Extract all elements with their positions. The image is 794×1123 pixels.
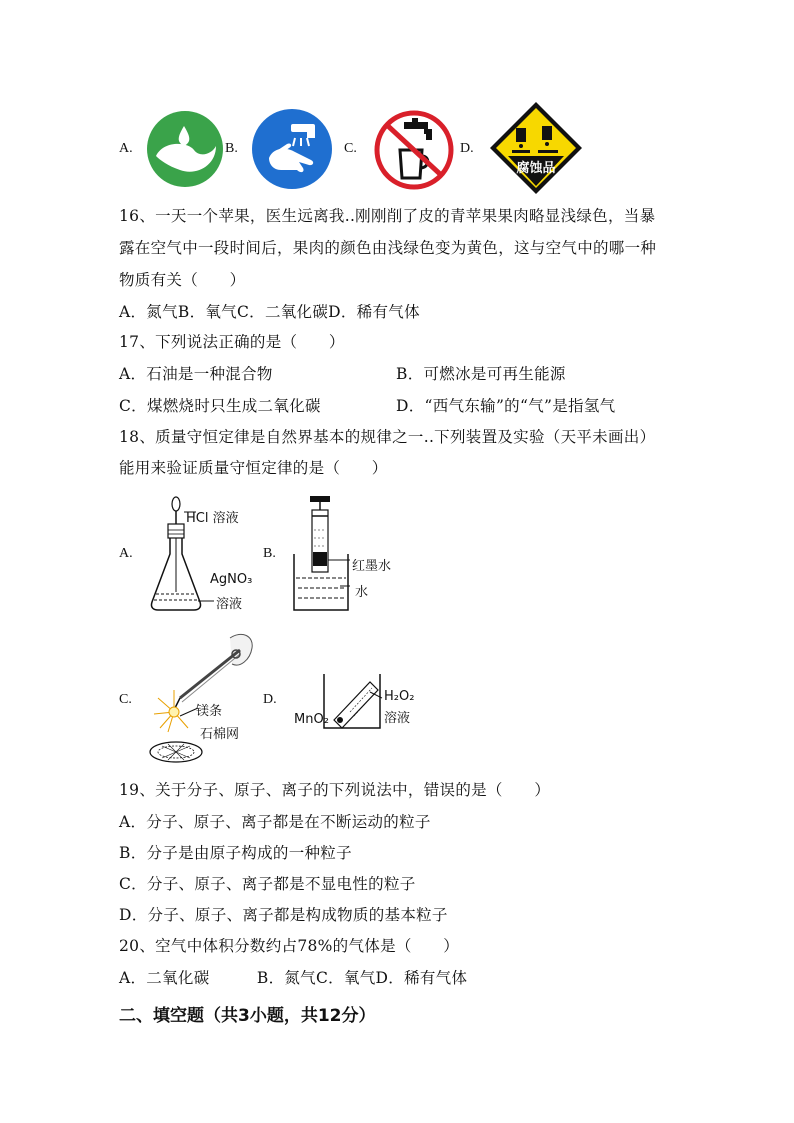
q17-option-c: C．煤燃烧时只生成二氧化碳 bbox=[119, 397, 321, 415]
q19-option-b: B．分子是由原子构成的一种粒子 bbox=[119, 844, 352, 862]
q19-stem: 19、关于分子、原子、离子的下列说法中，错误的是（ ） bbox=[119, 781, 551, 799]
magnesium-burning-diagram bbox=[144, 628, 256, 766]
q16-stem-line1: 16、一天一个苹果，医生远离我..刚刚削了皮的青苹果果肉略显浅绿色，当暴 bbox=[119, 207, 656, 225]
q16-options: A．氮气B．氧气C．二氧化碳D．稀有气体 bbox=[119, 303, 420, 321]
q18-label-d: D. bbox=[263, 692, 277, 707]
corrosive-hazard-icon bbox=[488, 100, 584, 196]
water-saving-icon bbox=[146, 110, 224, 188]
q15-label-b: B. bbox=[225, 141, 238, 156]
q18-a-solution-label: 溶液 bbox=[216, 597, 243, 612]
tilted-test-tube-beaker-diagram bbox=[320, 668, 384, 732]
q18-label-c: C. bbox=[119, 692, 132, 707]
q18-b-water-label: 水 bbox=[355, 585, 369, 600]
q20-options: A．二氧化碳 B．氮气C．氧气D．稀有气体 bbox=[119, 969, 468, 987]
q18-a-hcl-label: HCl 溶液 bbox=[186, 511, 239, 526]
q17-option-a: A．石油是一种混合物 bbox=[119, 365, 273, 383]
wash-hands-icon bbox=[251, 108, 333, 190]
q19-option-d: D．分子、原子、离子都是构成物质的基本粒子 bbox=[119, 906, 448, 924]
q19-option-c: C．分子、原子、离子都是不显电性的粒子 bbox=[119, 875, 416, 893]
q18-d-h2o2-label: H₂O₂ bbox=[384, 689, 415, 704]
q18-d-solution-label: 溶液 bbox=[384, 711, 411, 726]
section-heading: 二、填空题（共3小题，共12分） bbox=[119, 1006, 376, 1026]
q19-option-a: A．分子、原子、离子都是在不断运动的粒子 bbox=[119, 813, 431, 831]
q18-stem-line1: 18、质量守恒定律是自然界基本的规律之一..下列装置及实验（天平未画出） bbox=[119, 428, 656, 446]
q18-b-red-ink-label: 红墨水 bbox=[352, 559, 392, 574]
corrosive-label: 腐蚀品 bbox=[516, 161, 556, 176]
q17-option-d: D．“西气东输”的“气”是指氢气 bbox=[396, 397, 616, 415]
no-drinking-icon bbox=[374, 110, 454, 190]
q18-a-agno3-label: AgNO₃ bbox=[210, 572, 253, 587]
q18-label-a: A. bbox=[119, 546, 133, 561]
q17-option-b: B．可燃冰是可再生能源 bbox=[396, 365, 566, 383]
q16-stem-line3: 物质有关（ ） bbox=[119, 271, 246, 289]
q18-c-mg-label: 镁条 bbox=[196, 704, 223, 719]
q18-c-net-label: 石棉网 bbox=[200, 727, 240, 742]
q20-stem: 20、空气中体积分数约占78%的气体是（ ） bbox=[119, 937, 460, 955]
q15-label-d: D. bbox=[460, 141, 474, 156]
q17-stem: 17、下列说法正确的是（ ） bbox=[119, 333, 345, 351]
q18-label-b: B. bbox=[263, 546, 276, 561]
syringe-beaker-diagram bbox=[290, 494, 352, 616]
q15-label-c: C. bbox=[344, 141, 357, 156]
q16-stem-line2: 露在空气中一段时间后，果肉的颜色由浅绿色变为黄色，这与空气中的哪一种 bbox=[119, 239, 657, 257]
q15-label-a: A. bbox=[119, 141, 133, 156]
q18-stem-line2: 能用来验证质量守恒定律的是（ ） bbox=[119, 459, 388, 477]
q18-d-mno2-label: MnO₂ bbox=[294, 712, 329, 727]
